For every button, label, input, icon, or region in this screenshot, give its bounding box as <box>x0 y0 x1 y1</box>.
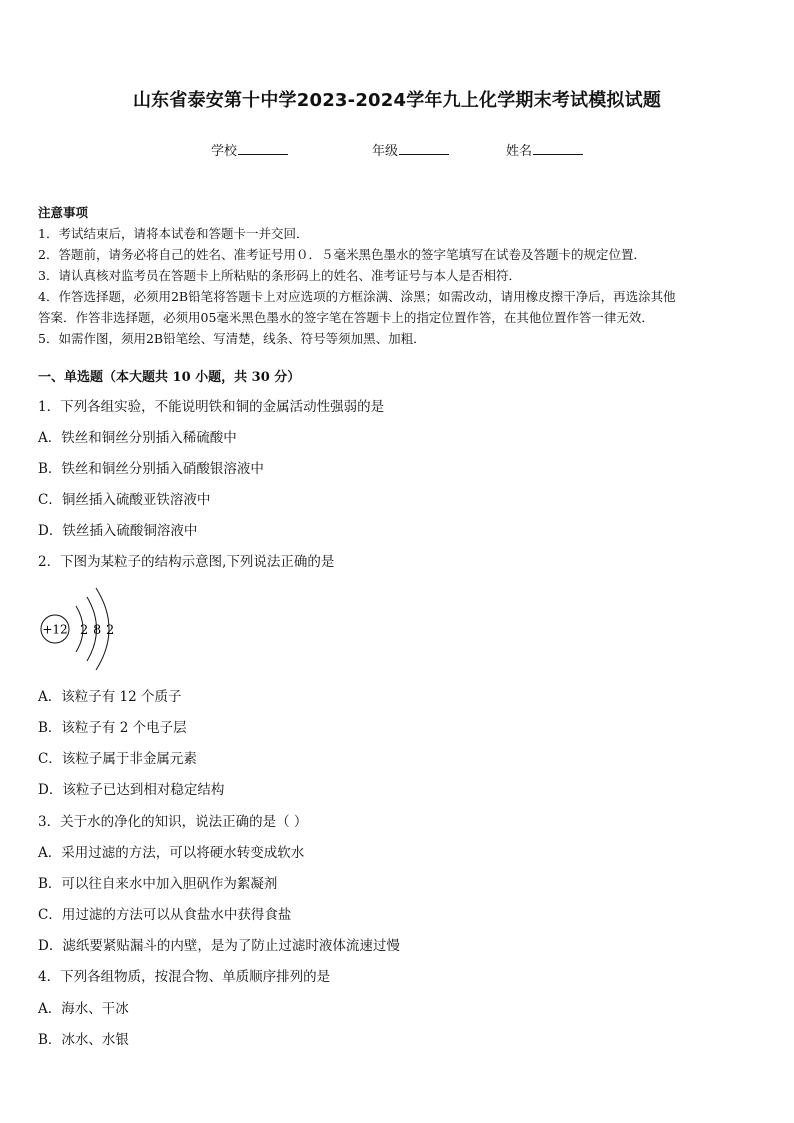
notice-item: 4．作答选择题，必须用2B铅笔将答题卡上对应选项的方框涂满、涂黑；如需改动，请用橡皮擦干净后，再选涂其他 <box>38 289 676 304</box>
question-2-stem: 2．下图为某粒子的结构示意图,下列说法正确的是 <box>38 554 335 570</box>
name-label: 姓名 <box>506 144 533 159</box>
question-4-option-a: A．海水、干冰 <box>38 1001 129 1017</box>
grade-field <box>372 140 449 159</box>
name-field <box>506 140 583 159</box>
shell-electron-count: 8 <box>93 623 102 638</box>
question-1-option-d: D．铁丝插入硫酸铜溶液中 <box>38 523 198 539</box>
notice-item: 3．请认真核对监考员在答题卡上所粘贴的条形码上的姓名、准考证号与本人是否相符． <box>38 268 521 283</box>
exam-title: 山东省泰安第十中学2023-2024学年九上化学期末考试模拟试题 <box>132 90 662 111</box>
notice-item: 2．答题前，请务必将自己的姓名、准考证号用０．５毫米黑色墨水的签字笔填写在试卷及答题卡的规定位置． <box>38 247 646 262</box>
question-2-option-d: D．该粒子已达到相对稳定结构 <box>38 782 225 798</box>
question-2-option-a: A．该粒子有 12 个质子 <box>38 689 182 705</box>
name-blank <box>533 142 583 155</box>
question-4-stem: 4．下列各组物质，按混合物、单质顺序排列的是 <box>38 969 331 985</box>
question-2-option-c: C．该粒子属于非金属元素 <box>38 751 197 767</box>
shell-electron-count: 2 <box>80 623 89 638</box>
question-3-option-b: B．可以往自来水中加入胆矾作为絮凝剂 <box>38 876 278 892</box>
notice-heading: 注意事项 <box>38 205 89 220</box>
question-3-option-d: D．滤纸要紧贴漏斗的内壁，是为了防止过滤时液体流速过慢 <box>38 938 400 954</box>
nucleus-charge: +12 <box>42 622 68 637</box>
section-heading: 一、单选题（本大题共 10 小题，共 30 分） <box>38 370 301 385</box>
grade-blank <box>399 142 449 155</box>
question-4-option-b: B．冰水、水银 <box>38 1032 129 1048</box>
shell-electron-count: 2 <box>106 623 115 638</box>
question-3-option-a: A．采用过滤的方法，可以将硬水转变成软水 <box>38 845 305 861</box>
question-1-option-c: C．铜丝插入硫酸亚铁溶液中 <box>38 492 211 508</box>
atom-structure-diagram <box>38 582 158 674</box>
question-3-option-c: C．用过滤的方法可以从食盐水中获得食盐 <box>38 907 292 923</box>
notice-item: 5．如需作图，须用2B铅笔绘、写清楚，线条、符号等须加黑、加粗． <box>38 331 426 346</box>
question-1-stem: 1．下列各组实验，不能说明铁和铜的金属活动性强弱的是 <box>38 399 385 415</box>
notice-item: 答案．作答非选择题，必须用05毫米黑色墨水的签字笔在答题卡上的指定位置作答，在其他位置作答一律无效． <box>38 310 654 325</box>
school-label: 学校 <box>211 144 238 159</box>
notice-block <box>38 202 758 349</box>
question-3-stem: 3．关于水的净化的知识，说法正确的是（ ） <box>38 814 308 830</box>
question-2-option-b: B．该粒子有 2 个电子层 <box>38 720 187 736</box>
school-field <box>211 140 288 159</box>
notice-item: 1．考试结束后，请将本试卷和答题卡一并交回． <box>38 226 309 241</box>
question-1-option-b: B．铁丝和铜丝分别插入硝酸银溶液中 <box>38 461 264 477</box>
grade-label: 年级 <box>372 144 399 159</box>
question-1-option-a: A．铁丝和铜丝分别插入稀硫酸中 <box>38 430 237 446</box>
school-blank <box>238 142 288 155</box>
